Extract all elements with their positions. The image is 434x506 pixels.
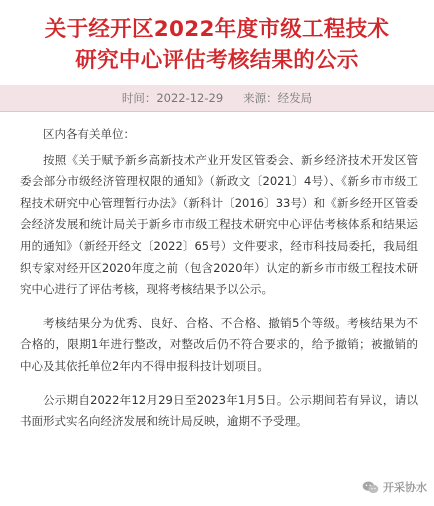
paragraph-basis: 按照《关于赋予新乡高新技术产业开发区管委会、新乡经济技术开发区管委会部分市级经济管理权限的通知》（新政文〔2021〕4号）、《新乡市市级工程技术研究中心管理暂行办法》（新科计〔2016〕33号）和《新乡经开区管委会经济发展和统计局关于新乡市市级工程技术研究中心评估考核体系和结果运用的通知》（新经开经文〔2022〕65号）文件要求，经市科技局委托，我局组织专家对经开区2020年度之前（包含2020年）认定的新乡市市级工程技术研究中心进行了评估考核，现将考核结果予以公示。 [20,152,418,297]
paragraph-grading: 考核结果分为优秀、良好、合格、不合格、撤销5个等级。考核结果为不合格的，限期1年进行整改，对整改后仍不符合要求的，给予撤销；被撤销的中心及其依托单位2年内不得申报科技计划项目。 [20,315,418,373]
article-title-line-1: 关于经开区2022年度市级工程技术 [44,17,390,42]
article-body [20,124,418,445]
article-header [0,0,434,82]
watermark-text: 开采协水 [383,481,427,494]
article-meta-bar [0,85,434,112]
paragraph-notice-period: 公示期自2022年12月29日至2023年1月5日。公示期间若有异议，请以书面形式实名向经济发展和统计局反映，逾期不予受理。 [20,392,418,429]
salutation: 区内各有关单位： [43,127,135,141]
wechat-icon [362,481,379,494]
article-title-line-2: 研究中心评估考核结果的公示 [75,48,359,73]
publish-source: 来源：经发局 [243,91,313,105]
watermark [359,478,430,496]
publish-time: 时间：2022-12-29 [121,91,224,105]
